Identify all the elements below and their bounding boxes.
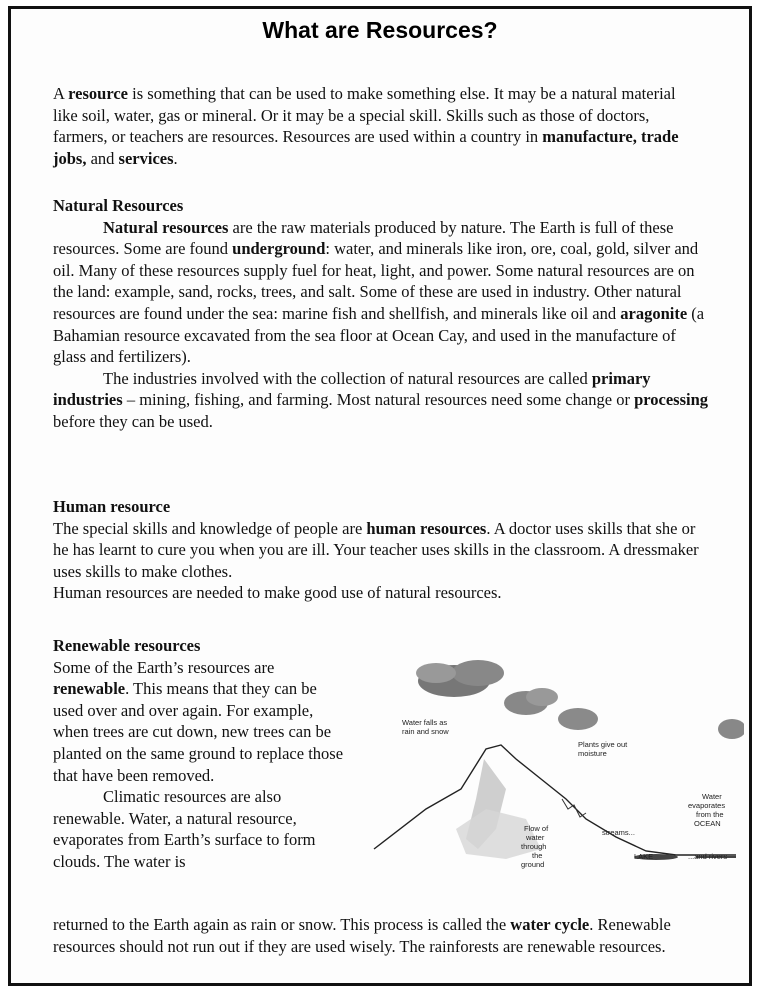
mountain-outline — [374, 745, 736, 855]
term-resource: resource — [68, 84, 129, 103]
label-plants-1: Plants give out — [578, 740, 628, 749]
label-flow-1: Flow of — [524, 824, 549, 833]
label-rivers: ...and rivers — [688, 852, 728, 861]
label-evap-3: from the — [696, 810, 724, 819]
label-flow-2: water — [526, 833, 545, 842]
trees-icon — [562, 799, 586, 817]
label-streams: streams... — [602, 828, 635, 837]
human-resource-heading: Human resource — [53, 497, 171, 516]
label-rain-2: rain and snow — [402, 727, 449, 736]
cloud-icon — [416, 660, 744, 739]
page-title: What are Resources? — [262, 17, 498, 43]
label-flow-5: ground — [521, 860, 545, 869]
label-plants-2: moisture — [578, 749, 607, 758]
label-evap-4: OCEAN — [694, 819, 721, 828]
human-resource-section — [53, 496, 713, 604]
page-frame — [8, 6, 752, 986]
natural-resources-paragraph: Natural resources are the raw materials produced by nature. The Earth is full of these resources. Some are found underground: water, and minerals like iron, ore, coal, gold, silver and oil. Many of these resources supply fuel for heat, light, and power. Some natural resources are on the land: example, sand, rocks, trees, and salt. Some of these are used in industry. Other natural resources are found under the sea: marine fish and shellfish, and minerals like oil and aragonite (a Bahamian resource excavated from the sea floor at Ocean Cay, and used in the manufacture of glass and fertilizers). — [53, 217, 705, 367]
human-resource-paragraph: The special skills and knowledge of people are human resources. A doctor uses skills that she or he has learnt to cure you when you are ill. Your teacher uses skills in the classroom. A dressmaker uses skills to make clothes. — [53, 518, 699, 581]
label-lake: LAKE — [634, 852, 654, 861]
primary-industries-paragraph: The industries involved with the collection of natural resources are called primary industries – mining, fishing, and farming. Most natural resources need some change or processing before they can be used. — [53, 368, 709, 431]
renewable-resources-section — [53, 635, 349, 873]
water-cycle-paragraph: returned to the Earth again as rain or snow. This process is called the water cycle. Renewable resources should not run out if they are used wisely. The rainforests are renewable resources. — [53, 915, 671, 956]
label-evap-1: Water — [702, 792, 722, 801]
intro-paragraph: A resource is something that can be used to make something else. It may be a natural material like soil, water, gas or mineral. Or it may be a special skill. Skills such as those of doctors, farmers, or teachers are resources. Resources are used within a country in manufacture, trade jobs, and services. — [53, 84, 679, 168]
term-services: services — [118, 148, 174, 168]
renewable-paragraph: Some of the Earth’s resources are renewable. This means that they can be used over and over again. For example, when trees are cut down, new trees can be planted on the same ground to replace those that have been removed. — [53, 657, 344, 785]
label-flow-4: the — [532, 851, 543, 860]
label-evap-2: evaporates — [688, 801, 726, 810]
natural-resources-section — [53, 195, 713, 433]
renewable-resources-heading: Renewable resources — [53, 636, 201, 655]
label-flow-3: through — [521, 842, 547, 851]
term-manufacture: manufacture, trade jobs, — [53, 127, 679, 168]
natural-resources-heading: Natural Resources — [53, 196, 184, 215]
water-cycle-diagram — [366, 659, 744, 891]
human-resource-closing: Human resources are needed to make good use of natural resources. — [53, 583, 502, 603]
climatic-paragraph: Climatic resources are also renewable. Water, a natural resource, evaporates from Earth’s surface to form clouds. The water is — [53, 787, 316, 871]
label-rain-1: Water falls as — [402, 718, 448, 727]
